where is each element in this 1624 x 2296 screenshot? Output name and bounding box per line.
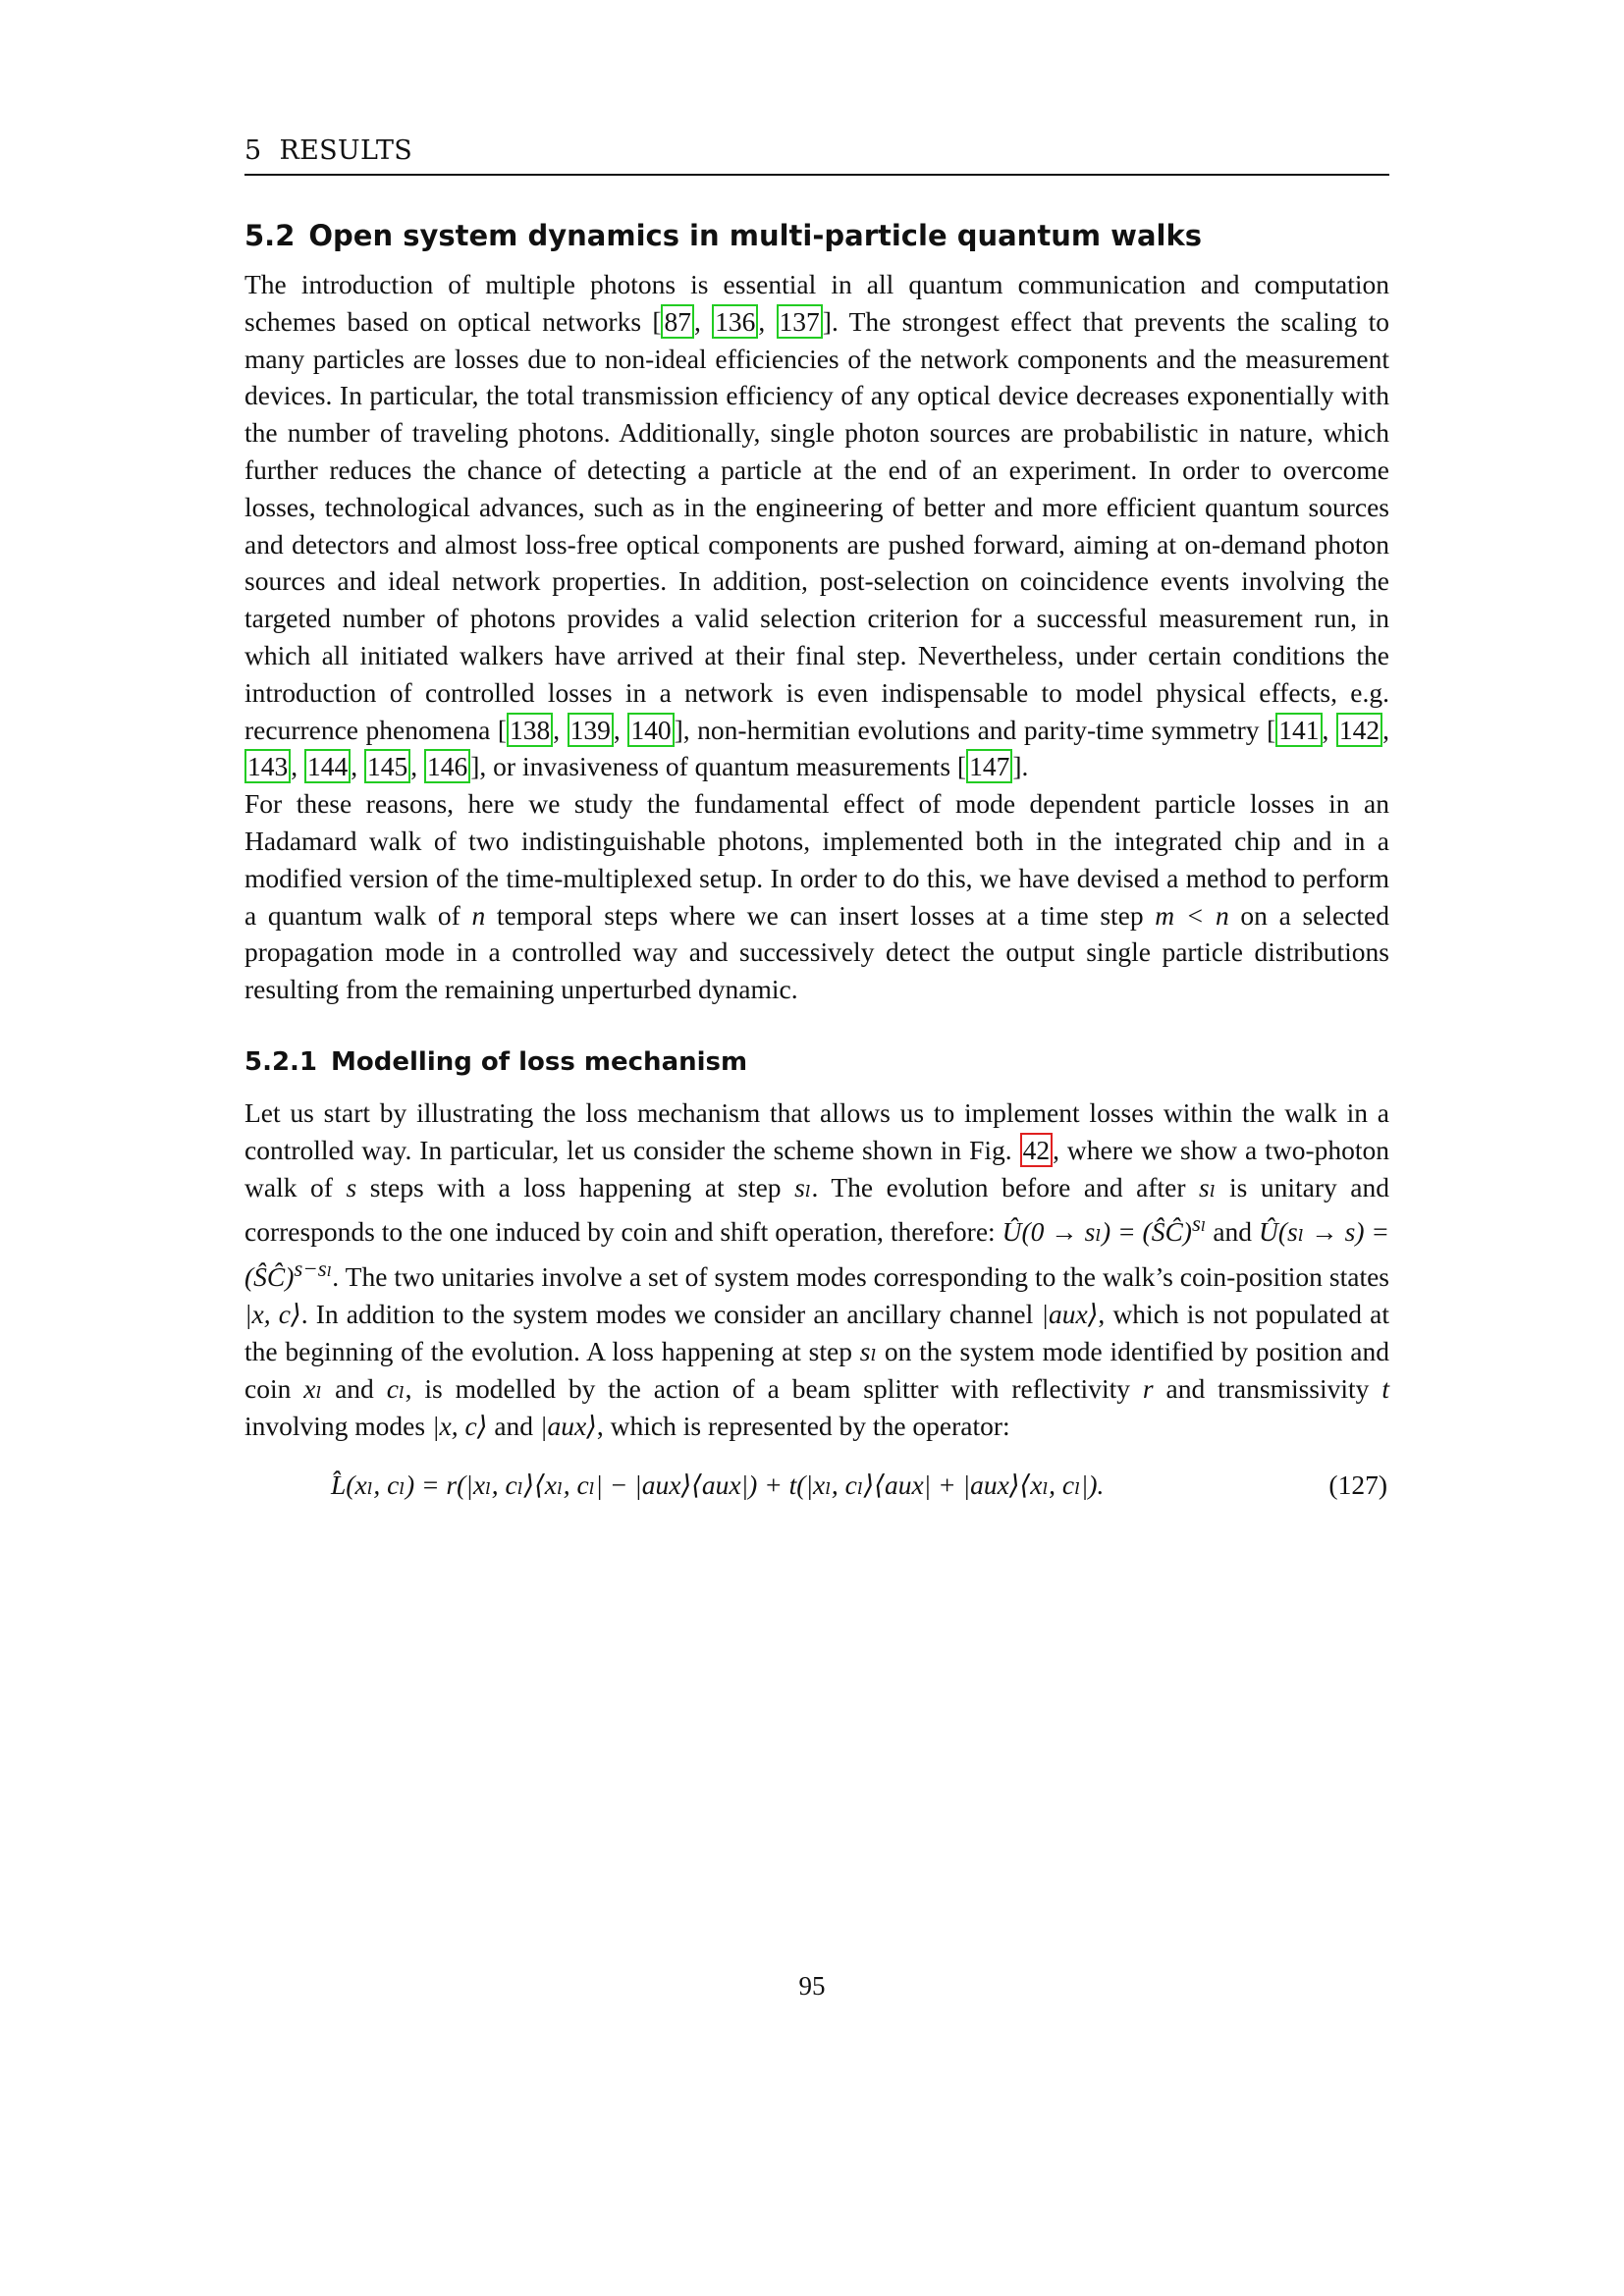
subsection-title: Modelling of loss mechanism: [331, 1046, 748, 1077]
section-heading: [244, 219, 1389, 252]
citation-link[interactable]: 145: [364, 749, 410, 783]
paragraph-intro: The introduction of multiple photons is essential in all quantum communication and computation schemes based on optical networks [ 87 , 136 , 137 ]. The strongest effect that prevents the scaling to many particles are losses due to non-ideal efficiencies of the network components and the measurement devices. In particular, the total transmission efficiency of any optical device decreases exponentially with the number of traveling photons. Additionally, single photon sources are probabilistic in nature, which further reduces the chance of detecting a particle at the end of an experiment. In order to overcome losses, technological advances, such as in the engineering of better and more efficient quantum sources and detectors and almost loss-free optical components are pushed forward, aiming at on-demand photon sources and ideal network properties. In addition, post-selection on coincidence events involving the targeted number of photons provides a valid selection criterion for a successful measurement run, in which all initiated walkers have arrived at their final step. Nevertheless, under certain conditions the introduction of controlled losses in a network is even indispensable to model physical effects, e.g. recurrence phenomena [ 138 , 139 , 140 ], non-hermitian evolutions and parity-time symmetry [ 141 , 142 , 143 , 144 , 145 , 146 ], or invasiveness of quantum measurements [ 147 ].: [244, 269, 1390, 782]
paragraph-motivation: For these reasons, here we study the fundamental effect of mode dependent particle losses in an Hadamard walk of two indistinguishable photons, implemented both in the integrated chip and in a modified version of the time-multiplexed setup. In order to do this, we have devised a method to perform a quantum walk of n temporal steps where we can insert losses at a time step m < n on a selected propagation mode in a controlled way and successively detect the output single particle distributions resulting from the remaining unperturbed dynamic.: [244, 788, 1390, 1005]
citation-link[interactable]: 142: [1336, 713, 1382, 747]
section-number: 5.2: [244, 219, 296, 252]
subsection-number: 5.2.1: [244, 1046, 318, 1077]
equation-127: [244, 1469, 1389, 1501]
citation-link[interactable]: 144: [304, 749, 351, 783]
citation-link[interactable]: 136: [712, 304, 758, 339]
chapter-number: 5: [244, 135, 262, 166]
citation-link[interactable]: 138: [507, 713, 553, 747]
citation-link[interactable]: 87: [661, 304, 694, 339]
figure-ref-link[interactable]: 42: [1020, 1133, 1054, 1167]
citation-link[interactable]: 141: [1275, 713, 1322, 747]
citation-link[interactable]: 147: [966, 749, 1012, 783]
citation-link[interactable]: 146: [424, 749, 470, 783]
running-head: [244, 135, 1389, 176]
citation-link[interactable]: 139: [568, 713, 614, 747]
paragraph-loss-model: Let us start by illustrating the loss mechanism that allows us to implement losses within the walk in a controlled way. In particular, let us consider the scheme shown in Fig. 42 , where we show a two-photon walk of s steps with a loss happening at step sₗ. The evolution before and after sₗ is unitary and corresponds to the one induced by coin and shift operation, therefore: Û(0 → sₗ) = (ŜĈ)$^{s_l}$ and Û(sₗ → s) = (ŜĈ)$^{s-s_l}$. The two unitaries involve a set of system modes corresponding to the walk’s coin-position states |x, c⟩. In addition to the system modes we consider an ancillary channel |aux⟩, which is not populated at the beginning of the evolution. A loss happening at step sₗ on the system mode identified by position and coin xₗ and cₗ, is modelled by the action of a beam splitter with reflectivity r and transmissivity t involving modes |x, c⟩ and |aux⟩, which is represented by the operator:: [244, 1096, 1390, 1441]
citation-link[interactable]: 137: [777, 304, 823, 339]
chapter-title: RESULTS: [279, 135, 413, 166]
page-number: 95: [798, 1971, 826, 2001]
equation-number: (127): [1328, 1469, 1387, 1501]
section-title: Open system dynamics in multi-particle quantum walks: [308, 219, 1202, 252]
equation-body: L̂(xₗ, cₗ) = r(|xₗ, cₗ⟩⟨xₗ, cₗ| − |aux⟩⟨aux|) + t(|xₗ, cₗ⟩⟨aux| + |aux⟩⟨xₗ, cₗ|).: [331, 1469, 1105, 1501]
citation-link[interactable]: 140: [627, 713, 674, 747]
subsection-heading: [244, 1047, 1389, 1077]
page-body: [244, 135, 1389, 1501]
citation-link[interactable]: 143: [244, 749, 291, 783]
